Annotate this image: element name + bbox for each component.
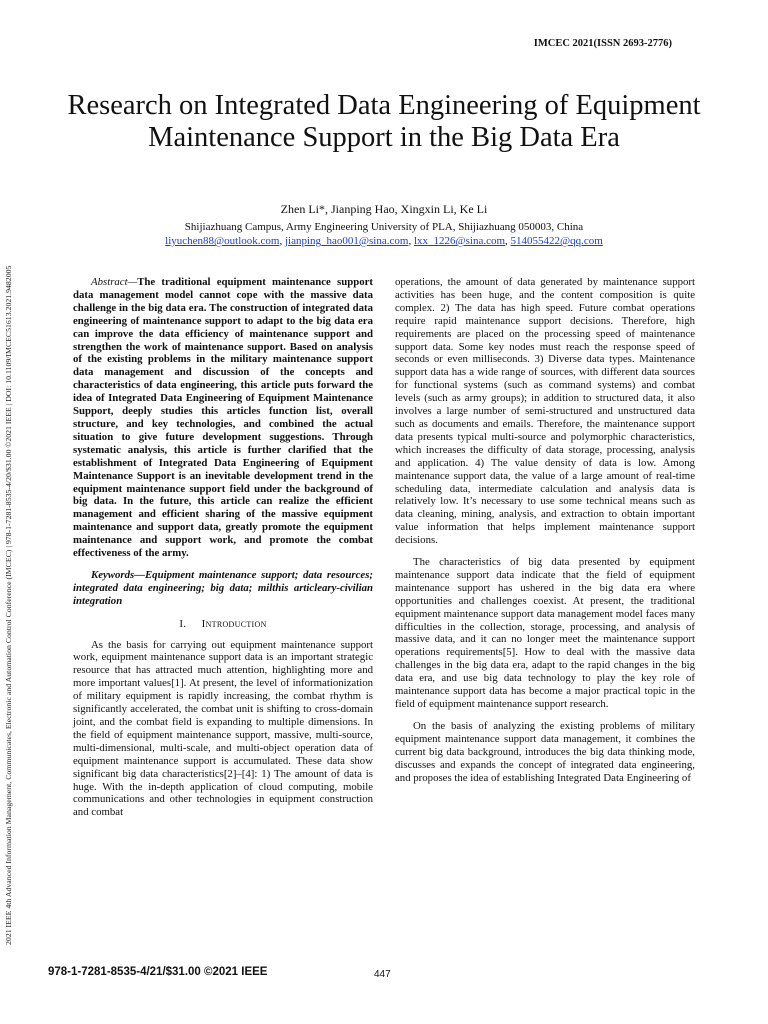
doi-sidebar: 2021 IEEE 4th Advanced Information Management, Communicates, Electronic and Automation Control Conference (IMCEC) | 978-1-7281-8535-4/20/$31.00 ©2021 IEEE | DOI: 10.1109/IMCEC51613.2021.9482005 xyxy=(4,265,13,945)
abstract xyxy=(73,276,373,560)
page-number: 447 xyxy=(374,969,391,980)
email-link[interactable]: jianping_hao001@sina.com xyxy=(284,235,409,247)
abstract-lead: Abstract— xyxy=(91,276,138,288)
author-emails: liyuchen88@outlook.com, jianping_hao001@sina.com, lxx_1226@sina.com, 514055422@qq.com xyxy=(165,235,603,247)
keywords: Keywords—Equipment maintenance support; data resources; integrated data engineering; big data; milthis articleary-civilian integration xyxy=(73,568,373,607)
journal-header: IMCEC 2021(ISSN 2693-2776) xyxy=(533,38,672,49)
body-paragraph: operations, the amount of data generated by maintenance support activities has been huge, and the content composition is quite complex. 2) The data has high speed. Future combat operations require rapid maintenance support decisions. Therefore, high requirements are placed on the processing speed of maintenance support data. Some key nodes must reach the response speed of seconds or even milliseconds. 3) Diverse data types. Maintenance support data has a wide range of sources, with different data sources for functional systems (such as command systems) and combat levels (such as army groups); in addition to structured data, it also involves a large number of semi-structured and unstructured data such as documents and emails. Therefore, the maintenance support data presents typical multi-source and polymorphic characteristics, which increases the difficulty of data storage, processing, analysis and application. 4) The value density of data is low. Among maintenance support data, the value of a large amount of real-time scheduling data, intermediate calculation and analysis data is relatively low. It’s necessary to use some technical means such as data cleaning, mining, analysis, and extraction to obtain important value information that helps implement maintenance support decisions. xyxy=(395,276,695,547)
body-paragraph: On the basis of analyzing the existing problems of military equipment maintenance support data management, it combines the current big data background, introduces the big data thinking mode, discusses and expands the concept of integrated data engineering, and proposes the idea of establishing Integrated Data Engineering of xyxy=(395,719,695,784)
affiliation: Shijiazhuang Campus, Army Engineering University of PLA, Shijiazhuang 050003, China xyxy=(184,221,584,233)
footer-isbn: 978-1-7281-8535-4/21/$31.00 ©2021 IEEE xyxy=(48,966,268,978)
email-link[interactable]: liyuchen88@outlook.com xyxy=(165,235,280,247)
intro-paragraph: As the basis for carrying out equipment maintenance support work, equipment maintenance support data is an important strategic resource that has attracted much attention, highlighting more and more important values[1]. At present, the level of informationization of military equipment is rapidly increasing, the combat rhythm is significantly accelerated, the combat unit is shifting to cross-domain joint, and the combat field is expanding to multiple dimensions. In the field of equipment maintenance support, massive, multi-source, multi-dimensional, multi-scale, and multi-object operation data of equipment maintenance support is accumulated. These data show significant big data characteristics[2]–[4]: 1) The amount of data is huge. With the in-depth application of cloud computing, mobile communications and other technologies in equipment construction and combat xyxy=(73,638,373,819)
email-link[interactable]: 514055422@qq.com xyxy=(510,235,603,247)
section-title: Introduction xyxy=(201,617,267,630)
right-column xyxy=(395,276,695,793)
email-link[interactable]: lxx_1226@sina.com xyxy=(413,235,506,247)
left-column xyxy=(73,276,373,828)
abstract-text: The traditional equipment maintenance support data management model cannot cope with the massive data challenge in the big data era. The construction of integrated data engineering of maintenance support to adapt to the big data era can improve the data efficiency of maintenance support and strengthen the work of maintenance support. Based on analysis of the existing problems in the military maintenance support data management and discussion of the concepts and characteristics of data engineering, this article puts forward the idea of Integrated Data Engineering of Equipment Maintenance Support, deeply studies this articles function list, overall structure, and key technologies, and combined the actual situation to give future development suggestions. Through systematic analysis, this article is further clarified that the establishment of Integrated Data Engineering of Equipment Maintenance Support is an inevitable development trend in the equipment maintenance support field under the background of big data. In the future, this article can realize the efficient management and efficient sharing of the massive equipment maintenance and support data, greatly promote the equipment maintenance and support work, and promote the combat effectiveness of the army. xyxy=(73,276,373,560)
section-number: I. xyxy=(179,617,187,630)
body-paragraph: The characteristics of big data presented by equipment maintenance support data indicate that the field of equipment maintenance support has ushered in the big data era where opportunities and challenges coexist. At present, the traditional equipment maintenance support data management model faces many difficulties in the collection, storage, processing, and analysis of massive data, and it can no longer meet the maintenance support operations requirements[5]. How to deal with the massive data challenges in the big data era, adapt to the rapid changes in the big data era, and use big data technology to play the key role of maintenance support data has become a major practical topic in the field of equipment maintenance support research. xyxy=(395,556,695,710)
section-heading xyxy=(73,618,373,631)
paper-title: Research on Integrated Data Engineering of Equipment Maintenance Support in the Big Data Era xyxy=(67,90,701,153)
authors: Zhen Li*, Jianping Hao, Xingxin Li, Ke Li xyxy=(280,202,488,216)
